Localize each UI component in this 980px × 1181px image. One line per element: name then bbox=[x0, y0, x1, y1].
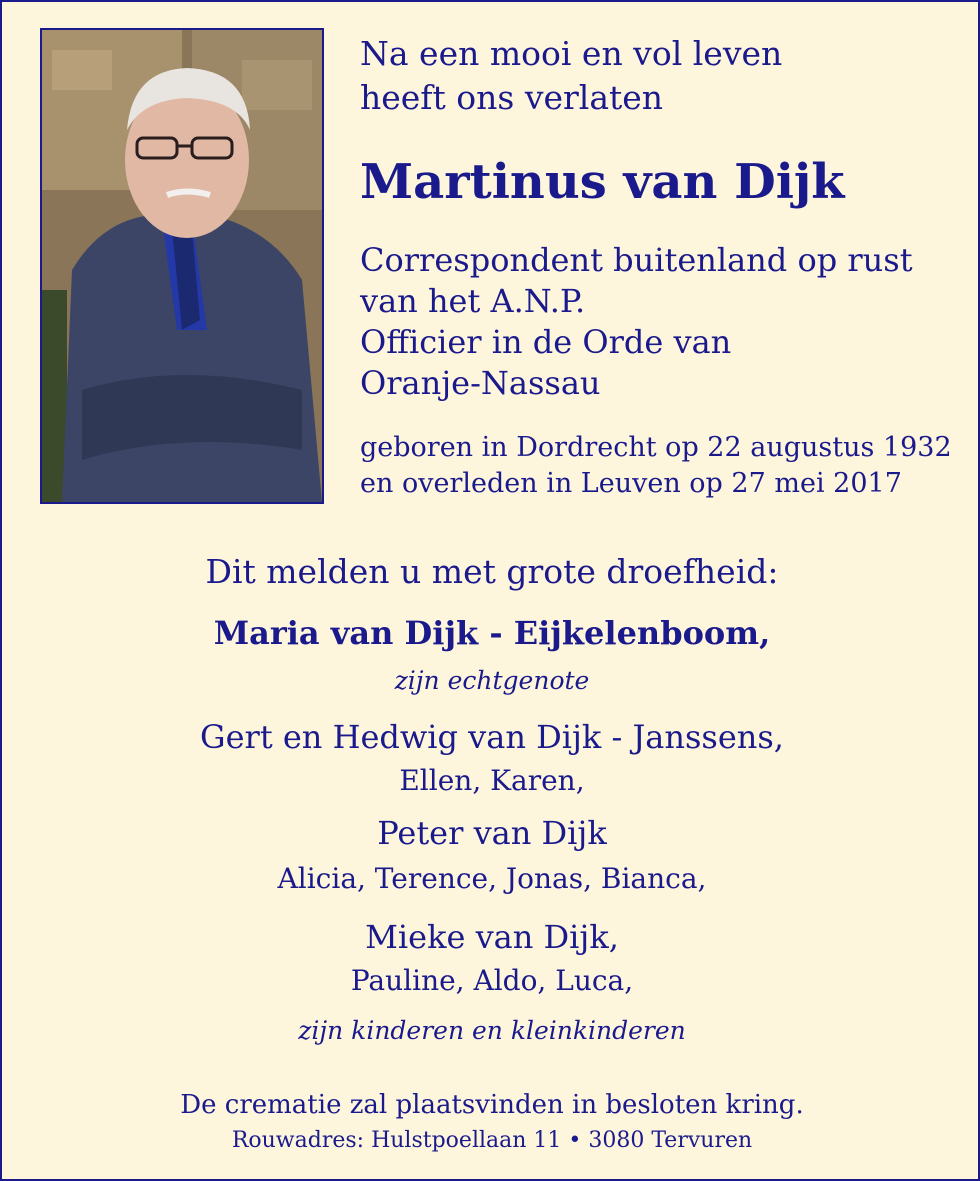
child-name: Mieke van Dijk, bbox=[365, 918, 619, 956]
children-role: zijn kinderen en kleinkinderen bbox=[298, 1016, 686, 1045]
deceased-name: Martinus van Dijk bbox=[360, 154, 845, 210]
birth-line: geboren in Dordrecht op 22 augustus 1932 bbox=[360, 432, 952, 463]
mourning-address: Rouwadres: Hulstpoellaan 11 • 3080 Tervuren bbox=[231, 1128, 753, 1153]
life-dates bbox=[360, 430, 952, 502]
intro-line: heeft ons verlaten bbox=[360, 78, 664, 117]
grandchildren: Ellen, Karen, bbox=[399, 764, 585, 797]
death-line: en overleden in Leuven op 27 mei 2017 bbox=[360, 468, 902, 499]
title-line: Correspondent buitenland op rust bbox=[360, 241, 913, 279]
portrait-illustration bbox=[42, 30, 322, 502]
spouse-name: Maria van Dijk - Eijkelenboom, bbox=[213, 614, 771, 652]
cremation-notice: De crematie zal plaatsvinden in besloten kring. bbox=[180, 1090, 804, 1120]
spouse-role: zijn echtgenote bbox=[394, 666, 590, 695]
announcement: Dit melden u met grote droefheid: bbox=[205, 552, 779, 591]
grandchildren: Pauline, Aldo, Luca, bbox=[350, 964, 634, 997]
grandchildren: Alicia, Terence, Jonas, Bianca, bbox=[277, 862, 707, 895]
title-line: Officier in de Orde van bbox=[360, 323, 732, 361]
title-line: Oranje-Nassau bbox=[360, 364, 601, 402]
intro-text bbox=[360, 32, 782, 120]
deceased-titles bbox=[360, 240, 913, 404]
child-name: Gert en Hedwig van Dijk - Janssens, bbox=[200, 718, 784, 756]
portrait-photo bbox=[40, 28, 324, 504]
title-line: van het A.N.P. bbox=[360, 282, 586, 320]
intro-line: Na een mooi en vol leven bbox=[360, 34, 783, 73]
child-name: Peter van Dijk bbox=[377, 814, 607, 852]
